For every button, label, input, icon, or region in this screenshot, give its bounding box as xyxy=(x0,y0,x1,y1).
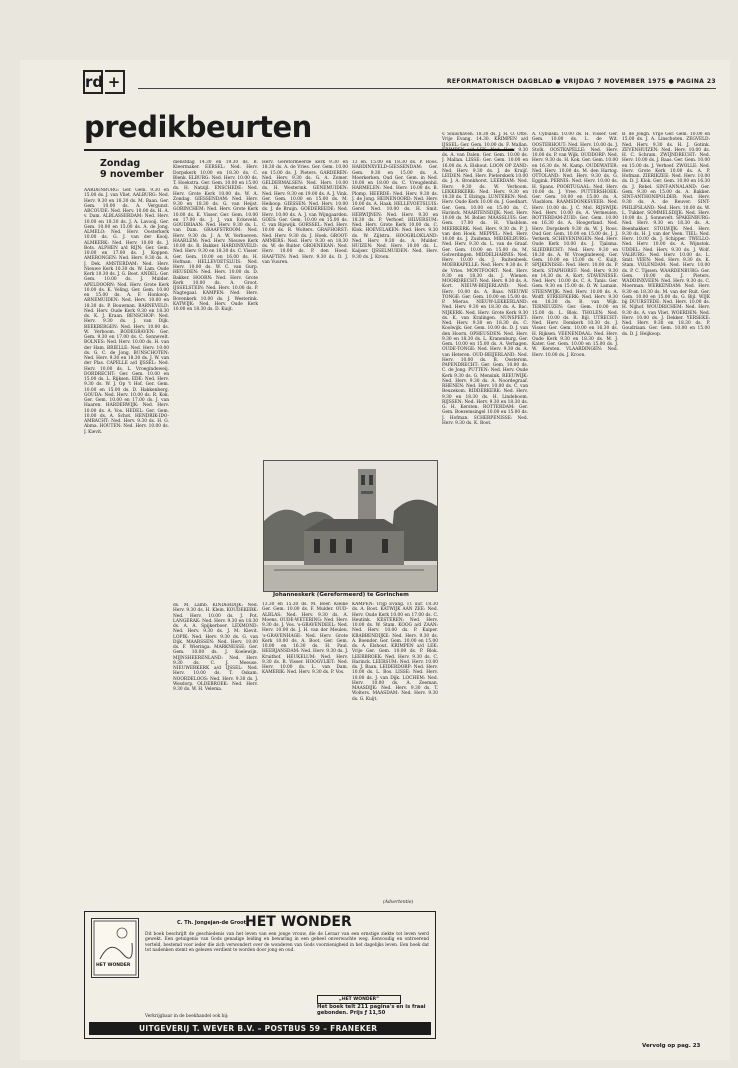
listing-column-3 xyxy=(262,160,348,489)
ad-publisher-bar xyxy=(89,1022,431,1035)
logo-letters: rd xyxy=(83,70,103,94)
column-text: KAMPEN: Trijp Evang. 11 uur. 18.30 ds. A. Boot. KATWIJK AAN ZEE: Ned. Herv. Oude Kerk 10.00 en 17.00 ds. C. Heutink. KESTEREN: Ned. Herv. 10.00 ds. W. Stam. KOOG a/d ZAAN: Ned. Herv. 10.00 ds. P. Kuiper. KRABBENDIJKE: Ned. Herv. 9.30 ds. A. Boender. Ger. Gem. 10.00 en 15.00 ds. A. Elshout. KRIMPEN a/d LEK: Vrije Ger. Gem. 10.00 ds. P. Blok. LEERBROEK: Ned. Herv. 9.30 ds. C. Harinck. LEERSUM: Ned. Herv. 10.00 ds. J. Baan. LEIDERDORP: Ned. Herv. 10.00 ds. L. Bos. LISSE: Ned. Herv. 10.00 ds. J. van Dijk. LOCHEM: Ned. Herv. 10.00 ds. A. Zeeman. MAASDIJK: Ned. Herv. 9.30 ds. T. Wolters. MAASDAM: Ned. Herv. 9.30 ds. G. Kuijt. xyxy=(352,602,438,702)
column-text: dienstdag 14.30 en 19.30 ds. B. Kleermaker. EERSEL: Ned. Herv. Dorpskerk 10.00 en 18.30 ds. C. Blenk. ELBURG: Ned. Herv. 10.00 ds. T. Hoekstra. Ger. Gem. 10.00 en 15.00 ds. H. Natzijl. ENSCHEDE: Ned. Herv. Grote Kerk 10.00 ds. W. A. Zondag. GIESSENDAM: Ned. Herv. 9.30 en 18.30 ds. G. van Heijst. GORINCHEM: Ned. Herv. Grote Kerk 10.00 ds. K. Visser. Ger. Gem. 10.00 en 17.00 ds. J. J. van Eckeveld. GOUDRIAAN: Ned. Herv. 9.30 ds. L. van Dam. GRAAFSTROOM: Ned. Herv. 9.30 ds. J. A. W. Verhoeven. HAARLEM: Ned. Herv. Nieuwe Kerk 10.00 ds. R. Bakker. HARDINXVELD: Ned. Herv. 9.30 en 18.30 ds. C. Visser. Ger. Gem. 10.00 en 16.00 ds. H. Hofman. HELLEVOETSLUIS: Ned. Herv. 10.00 ds. W. C. van Gurp. HEUSDEN: Ned. Herv. 10.00 ds. D. Bakker. HOORN: Ned. Herv. Grote Kerk 10.00 ds. A. Groot. IJSSELSTEIN: Ned. Herv. 10.00 ds. P. Nagtegaal. KAMPEN: Ned. Herv. Bovenkerk 10.00 ds. J. Westerink. KATWIJK: Ned. Herv. Oude Kerk 10.00 en 18.30 ds. D. Kuijt. xyxy=(173,160,258,312)
section-title: predikbeurten xyxy=(84,110,312,144)
newspaper-page xyxy=(20,60,730,1060)
advertisement-label: (Advertentie) xyxy=(383,900,414,905)
church-photo xyxy=(263,460,438,592)
column-text: 13 en. 15.00 en 18.30 ds. P. Roos. HARDINXVELD-GIESSENDAM: Ger. Gem. 9.30 en 15.00 ds. A. Moerkerken. Oud Ger. Gem. in Ned. 10.00 en 18.00 ds. C. Vreugdenhil. HARMELEN: Ned. Herv. 10.00 ds. B. Plomp. HEERDE: Ned. Herv. 9.30 ds. J. de Jong. HEINENOORD: Ned. Herv. 10.00 ds. A. Haak. HELLEVOETSLUIS: Geref. Ned. 10.00 ds. H. Smit. HERWIJNEN: Ned. Herv. 9.30 en 18.30 ds. P. Verhoef. HILVERSUM: Ned. Herv. Grote Kerk 10.00 ds. C. Klok. HOEVELAKEN: Ned. Herv. 9.30 ds. W. Zijlstra. HOOGBLOKLAND: Ned. Herv. 9.30 ds. A. Mulder. HUIZEN: Ned. Herv. 10.00 ds. L. Kaijser. IJSSELMUIDEN: Ned. Herv. 9.30 ds. J. Kroon. xyxy=(352,160,438,260)
ad-publisher-address: UITGEVERIJ T. WEVER B.V. – POSTBUS 59 – FRANEKER xyxy=(139,1024,378,1033)
listing-column-2-lower xyxy=(173,603,258,893)
ad-price-offer: Het boek telt 211 pagina's en is fraai gebonden. Prijs ƒ 11,50 xyxy=(317,1004,426,1016)
book-cover-image xyxy=(91,918,139,978)
column-text: 13.30 en 15.30 ds. M. Boer. Kleine Ger. Gem. 10.00 ds. F. Mulder. OUD-ALBLAS: Ned. Herv. 9.30 ds. A. Moens. OUDE-WETERING: Ned. Herv. 9.30 ds. J. Vos. 's-GRAVENDEEL: Ned. Herv. 10.00 ds. J. H. van der Meulen. 's-GRAVENHAGE: Ned. Herv. Grote Kerk 10.00 ds. A. Boot. Ger. Gem. 10.00 en 16.30 ds. H. Paul. HEERJANSDAM: Ned. Herv. 9.30 ds. J. Kruithof. HEUKELUM: Ned. Herv. 9.30 ds. R. Visser. HOOGVLIET: Ned. Herv. 10.00 ds. L. van Dam. KAMERIK: Ned. Herv. 9.30 ds. P. Vos. xyxy=(262,602,348,676)
book-advertisement xyxy=(84,911,436,1039)
continued-note: Vervolg op pag. 23 xyxy=(642,1043,701,1049)
listing-column-3-lower xyxy=(262,602,348,895)
book-cover-title: HET WONDER xyxy=(96,963,131,968)
column-text: v. Sluis/haven. 18.30 ds. J. H. O. Otte. Vrije Evang. 14.30. KRIMPEN a/d IJSSEL: Ger. Gem. 10.00 ds. F. Mallan. KRIMPEN a/d LEK: Ned. Herv. 9.30 ds. A. van Dalen. Ger. Gem. 10.00 ds. J. Mallan. LISSE: Ger. Gem. 10.00 en 16.00 ds. A. Elshout. LOON OP ZAND: Ned. Herv. 9.30 ds. J. de Kruijf. LEIDEN: Ned. Herv. Pieterskerk 10.00 ds. J. A. Bronkhorst. LEERDAM: Ned. Herv. 9.30 ds. W. Verboom. LEKKERKERK: Ned. Herv. 9.30 en 18.30 ds. T. Elzinga. LUNTEREN: Ned. Herv. Oude Kerk 10.00 ds. J. Goedhart. Ger. Gem. 10.00 en 15.00 ds. C. Harinck. MAARTENSDIJK: Ned. Herv. 10.00 ds. M. Bolier. MAASSLUIS: Ger. Gem. 17.00 ds. H. Vlasblom. MEERKERK: Ned. Herv. 9.30 ds. P. J. van den Hoek. MEPPEL: Ned. Herv. 10.00 ds. J. Zuidema. MIDDELBURG: Ned. Herv. 9.30 ds. L. van de Graaf. Ger. Gem. 10.00 en 15.00 ds. M. Golverdingen. MIDDELHARNIS: Ned. Herv. 10.00 ds. J. Ruitenbeek. MOERKAPELLE: Ned. Herv. 9.30 ds. P. de Vries. MONTFOORT: Ned. Herv. 9.30 en 18.30 ds. J. Wienen. MOORDRECHT: Ned. Herv. 9.30 ds. A. Kort. NIEUW-BEIJERLAND: Ned. Herv. 10.00 ds. A. Baas. NIEUWE TONGE: Ger. Gem. 10.00 en 15.00 ds. P. Mieras. NIEUW-LEKKERLAND: Ned. Herv. 9.30 en 18.30 ds. A. Bac. NIJKERK: Ned. Herv. Grote Kerk 9.30 ds. K. van Kralingen. NUNSPEET: Ned. Herv. 9.30 en 18.30 ds. C. Koolwijk. Ger. Gem. 10.00 ds. D. J. van den Hoorn. OPHEUSDEN: Ned. Herv. 9.30 en 18.30 ds. L. Kranenburg. Ger. Gem. 10.00 en 15.00 ds. A. Verhagen. OUDE-TONGE: Ned. Herv. 9.30 ds. A. van Heteren. OUD-BEIJERLAND: Ned. Herv. 10.00 ds. B. Oosterom. PAPENDRECHT: Ger. Gem. 10.00 ds. C. de Jong. PUTTEN: Ned. Herv. Oude Kerk 9.30 ds. G. Mensink. REEUWIJK: Ned. Herv. 9.30 ds. A. Noordegraaf. RHENEN: Ned. Herv. 10.00 ds. C. van Beuzekom. RIDDERKERK: Ned. Herv. 9.30 en 18.30 ds. H. Lindeboom. RIJSSEN: Ned. Herv. 9.30 en 18.30 ds. G. H. Kersten. ROTTERDAM: Ger. Gem. Boezemsingel 10.00 en 15.00 ds. J. Hofman. SCHERPENISSE: Ned. Herv. 9.30 ds. K. Boot. xyxy=(442,132,528,426)
column-text: Herv. Gereformeerde kerk 9.30 en 18.30 ds. A. de Vries. Ger. Gem. 10.00 en 15.00 ds. J. Pieters. GARDEREN: Ned. Herv. 9.30 ds. G. A. Zomer. GELDERMALSEN: Ned. Herv. 10.00 ds. H. Westerink. GENEMUIDEN: Ned. Herv. 9.30 en 19.00 ds. A. J. Vink. Ger. Gem. 10.00 en 15.00 ds. M. Heikoop. GIESSEN: Ned. Herv. 10.00 ds. J. de Bruijn. GOEDEREEDE: Ned. Herv. 10.00 ds. A. J. van Wijngaarden. GOES: Ger. Gem. 10.00 en 15.00 ds. C. van Rijswijk. GORSSEL: Ned. Herv. 10.00 ds. B. Wolters. GRAFHORST: Ned. Herv. 9.30 ds. J. Hoek. GROOT-AMMERS: Ned. Herv. 9.30 en 18.30 ds. W. de Ruiter. GROENEKAN: Ned. Herv. 10.00 ds. P. den Hoed. HAAFTEN: Ned. Herv. 9.30 ds. D. J. van Vuuren. xyxy=(262,160,348,265)
column-text: B. de Jongh. Vrije Ger. Gem. 10.00 en 15.00 ds. J. A. Linschoten. ZEGVELD: Ned. Herv. 9.30 ds. H. J. Gotink. ZEVENHUIZEN: Ned. Herv. 10.00 ds. H. C. Schram. ZWIJNDRECHT: Ned. Herv. 10.00 ds. J. Baas. Ger. Gem. 10.00 en 15.00 ds. J. Verhoef. ZWOLLE: Ned. Herv. Grote Kerk 10.00 ds. A. P. Hofman. ZIERIKZEE: Ned. Herv. 10.00 ds. D. J. Klok. Ger. Gem. 10.00 en 16.30 ds. J. Rebel. SINT-ANNALAND: Ger. Gem. 9.30 en 15.00 ds. A. Bakker. SINT-ANTHONIPOLDER: Ned. Herv. 9.30 ds. A. de Reuver. SINT-PHILIPSLAND: Ned. Herv. 10.00 ds. W. L. Tukker. SOMMELSDIJK: Ned. Herv. 10.00 ds. J. Sonnevelt. SPAKENBURG: Ned. Herv. 9.30 en 18.30 ds. A. Beenhakker. STOLWIJK: Ned. Herv. 9.30 ds. H. J. van der Veen. TIEL: Ned. Herv. 10.00 ds. J. Schipper. TWELLO: Ned. Herv. 10.00 ds. A. Wijnstok. UDDEL: Ned. Herv. 9.30 ds. J. Wolf. VALBURG: Ned. Herv. 10.00 ds. L. Smit. VEEN: Ned. Herv. 9.30 ds. K. Stam. VOLENDAM: Ned. Herv. 10.00 ds. P. C. Tijssen. WAARDENBURG: Ger. Gem. 10.00 ds. J. Pieters. WADDINXVEEN: Ned. Herv. 9.30 ds. C. Moerman. WERKENDAM: Ned. Herv. 9.30 en 18.30 ds. M. van der Ruit. Ger. Gem. 10.00 en 15.00 ds. G. Bijl. WIJK bij DUURSTEDE: Ned. Herv. 10.00 ds. H. Nijhof. WOUDRICHEM: Ned. Herv. 9.30 ds. A. van Vliet. WOERDEN: Ned. Herv. 10.00 ds. J. Dekker. YERSEKE: Ned. Herv. 9.30 en 18.30 ds. P. Goudriaan. Ger. Gem. 10.00 en 15.00 ds. D. J. Heijkoop. xyxy=(622,132,710,337)
ad-author: C. Th. Jongejan-de Groot xyxy=(177,920,247,926)
listing-column-2 xyxy=(173,160,258,588)
header-rule xyxy=(138,88,716,89)
ad-body-text: Dit boek beschrijft de geschiedenis van het leven van een jonge vrouw, die de Leraar van een ernstige ziekte tot leven werd gewekt. Een getuigenis van Gods genadige leiding en bewaring in een geheel onverwachte weg. Eenvoudig en ontroerend verteld, bestemd voor ieder die zich verwondert over de wonderen van Gods voorzienigheid in het dagelijks leven. Een boek dat tot nadenken stemt en gelezen verdient te worden door jong en oud. xyxy=(145,932,429,953)
column-text: A. Cybulski. 10.00 ds. H. Visser. Ger. Gem. 10.00 ds. L. de Wit. OOSTERHOUT: Ned. Herv. 10.00 ds. J. Stolk. OOSTKAPELLE: Ned. Herv. 10.00 ds. P. van Wijk. OUDDORP: Ned. Herv. 9.30 ds. H. Kok. Ger. Gem. 10.00 en 16.30 ds. M. Kamp. OUDEWATER: Ned. Herv. 10.00 ds. M. den Hartog. OTTOLAND: Ned. Herv. 9.30 ds. G. Eggink. PERNIS: Ned. Herv. 10.00 ds. H. Spans. POORTUGAAL: Ned. Herv. 10.00 ds. J. Vree. PUTTERSHOEK: Ger. Gem. 10.00 en 15.00 ds. A. Vlasblom. RAAMSDONKSVEER: Ned. Herv. 10.00 ds. J. C. Mol. RIJSWIJK: Ned. Herv. 10.00 ds. A. Vermeulen. ROTTERDAM-ZUID: Ger. Gem. 10.00 en 16.30 ds. A. Hoogerland. Ned. Herv. Dorpskerk 9.30 ds. W. J. Roos. Oud Ger. Gem. 10.00 en 15.00 ds. J. J. Verkerk. SCHEVENINGEN: Ned. Herv. Oude Kerk 10.00 ds. J. Tjalsma. SLIEDRECHT: Ned. Herv. 9.30 en 18.30 ds. A. W. Vroegindeweij. Ger. Gem. 10.00 en 15.00 ds. C. Kuijt. SPIJKENISSE: Ned. Herv. 10.00 ds. P. Sterk. STAPHORST: Ned. Herv. 9.30 en 14.30 ds. A. Kort. STAVENISSE: Ned. Herv. 10.00 ds. C. A. Tanis. Ger. Gem. 9.30 en 15.00 ds. D. W. Lamain. STEENWIJK: Ned. Herv. 10.00 ds. A. Wolff. STREEFKERK: Ned. Herv. 9.30 en 18.30 ds. B. van Wijk. TERNEUZEN: Ger. Gem. 10.00 en 15.00 ds. L. Blok. THOLEN: Ned. Herv. 10.00 ds. R. Bijl. UTRECHT: Ned. Herv. Domkerk 10.30 ds. J. Visser. Ger. Gem. 10.00 en 16.30 ds. H. Rijksen. VEENENDAAL: Ned. Herv. Oude Kerk 9.30 en 18.30 ds. M. J. Kater. Ger. Gem. 10.00 en 15.00 ds. J. W. Kersten. VLAARDINGEN: Ned. Herv. 10.00 ds. J. Kroon. xyxy=(532,132,618,358)
listing-column-6 xyxy=(532,132,618,1052)
listing-column-5 xyxy=(442,132,528,1052)
photo-caption: Johanneskerk (Gereformeerd) te Gorinchem xyxy=(273,592,409,598)
logo-cross: + xyxy=(105,70,125,94)
listing-column-4 xyxy=(352,160,438,490)
section-subtitle xyxy=(100,158,180,180)
ad-order-note: Verkrijgbaar in de boekhandel ook bij: xyxy=(145,1014,229,1019)
column-text: AARDENBURG: Ger. Gem. 9.30 en 15.00 ds. J. van Vliet. AALBURG: Ned. Herv. 9.30 en 18.30 ds. M. Baan. Ger. Gem. 10.00 ds. A. Vergunst. ABCOUDE: Ned. Herv. 10.00 ds. H. A. v. Dam. ALBLASSERDAM: Ned. Herv. 10.00 en 18.30 ds. J. A. Lavooij. Ger. Gem. 10.00 en 15.00 ds. A. de Jong. ALMELO: Ned. Herv. Oosterkerk 10.00 ds. G. J. van der Kooij. ALMKERK: Ned. Herv. 10.00 ds. J. Bots. ALPHEN a/d RIJN: Ger. Gem. 10.00 en 17.00 ds. J. Koppen. AMERONGEN: Ned. Herv. 9.30 ds. A. J. Dek. AMSTERDAM: Ned. Herv. Nieuwe Kerk 10.30 ds. W. Lam. Oude Kerk 10.30 ds. J. G. Boot. ANDEL: Ger. Gem. 10.00 ds. J. Mulder. APELDOORN: Ned. Herv. Grote Kerk 10.00 ds. K. Veling. Ger. Gem. 10.00 en 15.00 ds. A. F. Honkoop. ARNEMUIDEN: Ned. Herv. 10.00 en 18.30 ds. P. Bouwman. BARNEVELD: Ned. Herv. Oude Kerk 9.30 en 18.30 ds. K. J. Kraan. BENSCHOP: Ned. Herv. 9.30 ds. J. van Dijk. BEEKBERGEN: Ned. Herv. 10.00 ds. W. Verboom. BODEGRAVEN: Ger. Gem. 9.30 en 17.00 ds. C. Sonnevelt. BOLNES: Ned. Herv. 10.00 ds. H. van der Ham. BRIELLE: Ned. Herv. 10.00 ds. G. C. de Jong. BUNSCHOTEN: Ned. Herv. 9.30 en 18.30 ds. J. W. van der Plas. CAPELLE a/d IJSSEL: Ned. Herv. 10.00 ds. L. Vroegindeweij. DORDRECHT: Ger. Gem. 10.00 en 15.00 ds. L. Rijksen. EDE: Ned. Herv. 9.30 ds. W. J. Op 't Hof. Ger. Gem. 10.00 en 15.00 ds. D. Hakkenberg. GOUDA: Ned. Herv. 10.00 ds. R. Kok. Ger. Gem. 10.00 en 17.00 ds. J. van Haaren. HARDERWIJK: Ned. Herv. 10.00 ds. A. Vos. HEDEL: Ger. Gem. 10.00 ds. A. Schot. HENDRIK-IDO-AMBACHT: Ned. Herv. 9.30 ds. H. G. Abma. HOUTEN: Ned. Herv. 10.00 ds. J. Kievit. xyxy=(84,188,169,435)
subtitle-date: 9 november xyxy=(100,169,164,180)
column-text: ds. M. Lamb. KINDERDIJK: Ned. Herv. 9.30 ds. H. Klein. KOUDEKERK: Ned. Herv. 10.00 ds. J. Pot. LANGERAK: Ned. Herv. 9.30 en 18.30 ds. A. A. Spijkerboer. LEXMOND: Ned. Herv. 9.30 ds. J. M. Kievit. LOPIK: Ned. Herv. 9.30 ds. G. van Dijk. MAARSSEN: Ned. Herv. 10.00 ds. F. Wieringa. MARKNESSE: Ger. Gem. 10.00 ds. J. Koelewijn. MIJNSHEERENLAND: Ned. Herv. 9.30 ds. C. J. Meeuse. NIEUWERKERK a/d IJSSEL: Ned. Herv. 10.00 ds. T. Oskam. NOORDELOOS: Ned. Herv. 9.30 ds. J. Wesdorp. OLDEBROEK: Ned. Herv. 9.30 ds. W. H. Velema. xyxy=(173,603,258,692)
running-head: REFORMATORISCH DAGBLAD ● VRIJDAG 7 NOVEMBER 1975 ● PAGINA 23 xyxy=(446,78,716,85)
listing-column-7 xyxy=(622,132,710,1037)
ad-title: HET WONDER xyxy=(245,914,352,930)
listing-column-1 xyxy=(84,188,169,908)
rd-logo xyxy=(83,70,133,94)
church-photo-illustration xyxy=(264,461,437,591)
subtitle-day: Zondag xyxy=(100,158,141,169)
listing-column-4-lower xyxy=(352,602,438,950)
ad-highlight-box: „HET WONDER” xyxy=(317,995,401,1004)
book-cover-illustration xyxy=(92,919,138,977)
